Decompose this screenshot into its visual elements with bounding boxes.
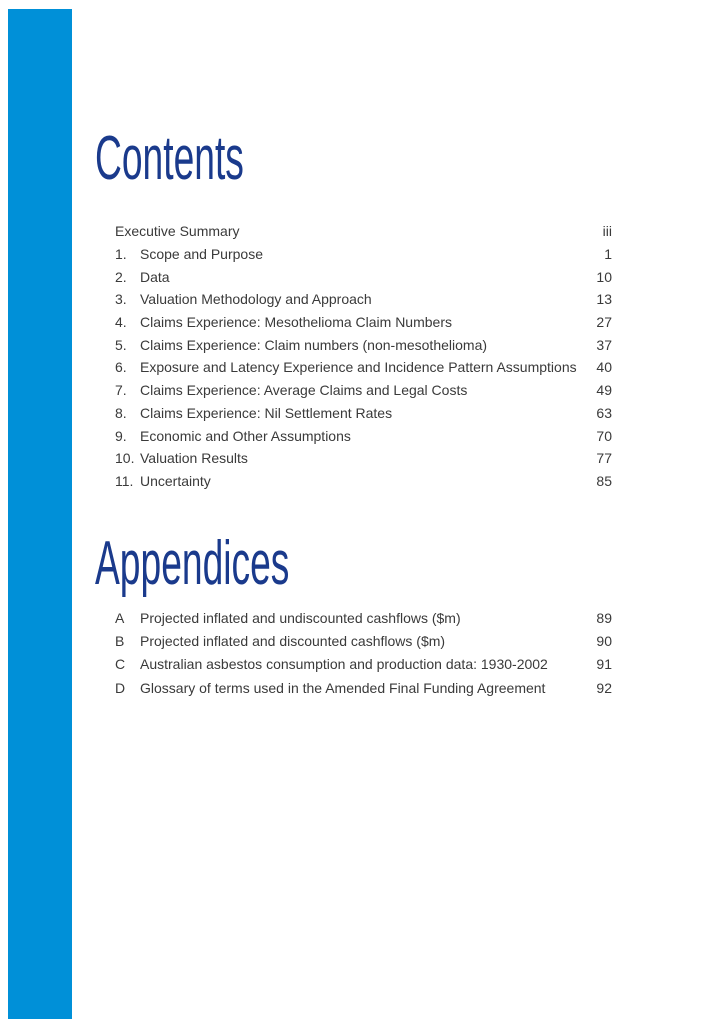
toc-entry-label: Claims Experience: Average Claims and Legal Costs xyxy=(140,382,468,399)
appendix-entry-label: Projected inflated and undiscounted cashflows ($m) xyxy=(140,609,461,626)
toc-entry-label: Economic and Other Assumptions xyxy=(140,427,351,444)
toc-row xyxy=(115,220,612,243)
toc-entry-number: 4. xyxy=(115,314,127,331)
toc-entry-label: Valuation Results xyxy=(140,450,248,467)
toc-entry-page: 10 xyxy=(596,268,612,285)
toc-entry-page: 37 xyxy=(596,336,612,353)
toc-entry-page: 13 xyxy=(596,291,612,308)
toc-entry-page: 77 xyxy=(596,450,612,467)
toc-entry-label: Claims Experience: Claim numbers (non-mesothelioma) xyxy=(140,336,488,353)
toc-row xyxy=(115,470,612,493)
toc-entry-page: 27 xyxy=(596,314,612,331)
appendix-entry-page: 89 xyxy=(596,609,612,626)
toc-row xyxy=(115,311,612,334)
toc-entry-number: 10. xyxy=(115,450,135,467)
toc-entry-page: 70 xyxy=(596,427,612,444)
toc-row xyxy=(115,288,612,311)
accent-bar xyxy=(8,9,72,1019)
appendices-list xyxy=(115,606,612,699)
toc-entry-page: 1 xyxy=(604,246,612,263)
appendix-letter: B xyxy=(115,632,125,649)
toc-row xyxy=(115,402,612,425)
toc-entry-number: 2. xyxy=(115,268,127,285)
toc-entry-label: Uncertainty xyxy=(140,472,211,489)
toc-entry-label: Exposure and Latency Experience and Incidence Pattern Assumptions xyxy=(140,359,577,376)
appendix-entry-page: 90 xyxy=(596,632,612,649)
appendix-letter: D xyxy=(115,679,126,696)
toc-entry-page: iii xyxy=(602,223,612,240)
toc-entry-label: Scope and Purpose xyxy=(140,246,263,263)
toc-row xyxy=(115,265,612,288)
toc-entry-label: Valuation Methodology and Approach xyxy=(140,291,372,308)
appendices-heading: Appendices xyxy=(95,529,290,598)
contents-heading: Contents xyxy=(95,124,244,193)
appendix-entry-label: Australian asbestos consumption and production data: 1930-2002 xyxy=(140,656,548,673)
toc-row xyxy=(115,606,612,629)
toc-row xyxy=(115,653,612,676)
toc-row xyxy=(115,333,612,356)
toc-row xyxy=(115,356,612,379)
toc-entry-page: 63 xyxy=(596,404,612,421)
toc-entry-number: 11. xyxy=(115,472,134,489)
toc-row xyxy=(115,629,612,652)
toc-entry-number: 9. xyxy=(115,427,127,444)
appendix-entry-page: 92 xyxy=(596,679,612,696)
toc-row xyxy=(115,243,612,266)
toc-row xyxy=(115,379,612,402)
toc-row xyxy=(115,447,612,470)
appendix-entry-label: Glossary of terms used in the Amended Final Funding Agreement xyxy=(140,679,546,696)
toc-entry-page: 85 xyxy=(596,472,612,489)
toc-entry-number: 3. xyxy=(115,291,127,308)
contents-list xyxy=(115,220,612,492)
appendix-entry-label: Projected inflated and discounted cashflows ($m) xyxy=(140,632,446,649)
toc-entry-number: 1. xyxy=(115,246,127,263)
toc-entry-label: Claims Experience: Mesothelioma Claim Numbers xyxy=(140,314,452,331)
appendix-letter: A xyxy=(115,609,125,626)
toc-entry-number: 6. xyxy=(115,359,127,376)
toc-row xyxy=(115,424,612,447)
toc-entry-label: Data xyxy=(140,268,170,285)
toc-entry-label: Claims Experience: Nil Settlement Rates xyxy=(140,404,393,421)
toc-entry-page: 40 xyxy=(596,359,612,376)
appendix-letter: C xyxy=(115,656,126,673)
toc-entry-number: 5. xyxy=(115,336,127,353)
toc-entry-label: Executive Summary xyxy=(115,223,240,240)
toc-entry-number: 8. xyxy=(115,404,127,421)
appendix-entry-page: 91 xyxy=(596,656,612,673)
toc-entry-page: 49 xyxy=(596,382,612,399)
toc-row xyxy=(115,676,612,699)
toc-entry-number: 7. xyxy=(115,382,127,399)
